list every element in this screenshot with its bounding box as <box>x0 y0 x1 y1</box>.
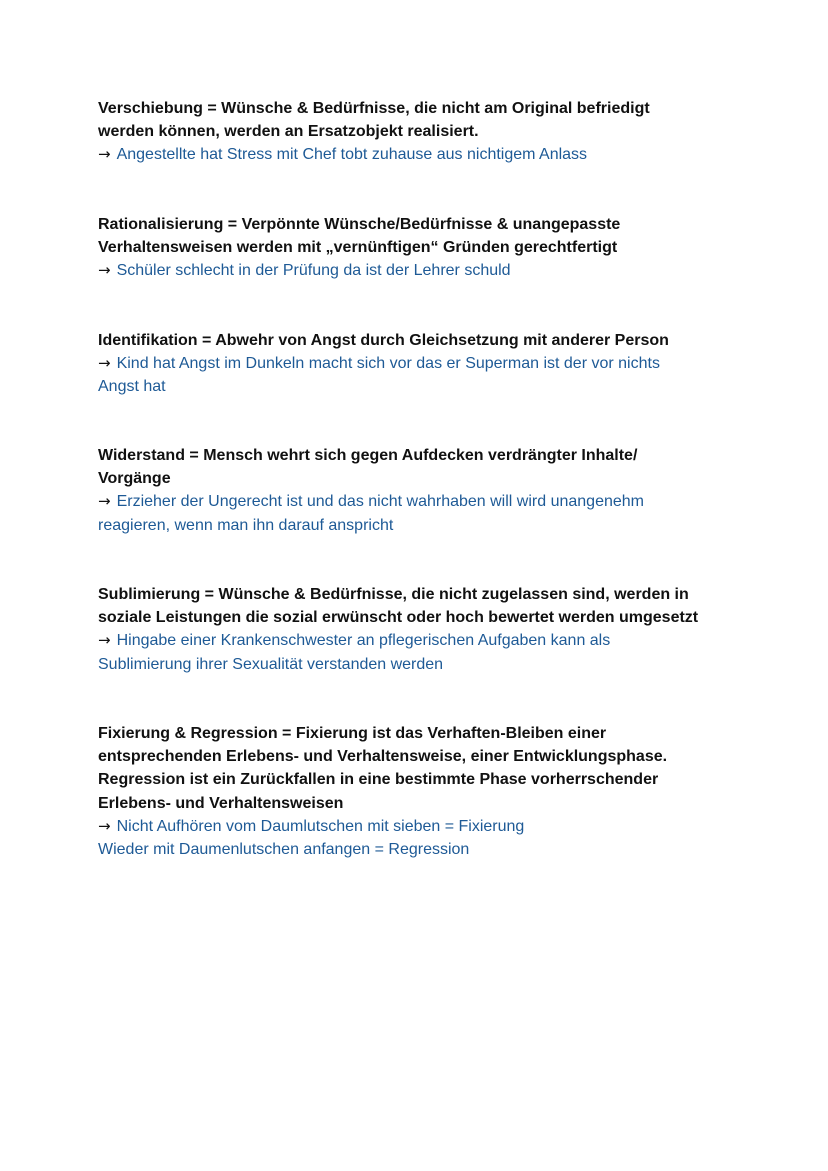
example-line: reagieren, wenn man ihn darauf anspricht <box>98 516 394 534</box>
example-text: Kind hat Angst im Dunkeln macht sich vor das er Superman ist der vor nichts <box>116 355 660 373</box>
definition-line: soziale Leistungen die sozial erwünscht oder hoch bewertet werden umgesetzt <box>98 609 699 627</box>
definition-line: Vorgänge <box>98 470 171 488</box>
definition-line: Sublimierung = Wünsche & Bedürfnisse, die nicht zugelassen sind, werden in <box>98 586 689 603</box>
example-line: Sublimierung ihrer Sexualität verstanden werden <box>98 655 444 673</box>
arrow-icon: → <box>98 631 111 650</box>
definition-line: Regression ist ein Zurückfallen in eine bestimmte Phase vorherrschender <box>98 771 659 789</box>
example-line <box>98 490 738 513</box>
entry-fixierung-regression <box>98 722 738 861</box>
entry-rationalisierung <box>98 213 738 283</box>
definition-line: Widerstand = Mensch wehrt sich gegen Aufdecken verdrängter Inhalte/ <box>98 447 638 464</box>
example-line: Wieder mit Daumenlutschen anfangen = Regression <box>98 841 470 859</box>
example-text: Hingabe einer Krankenschwester an pflegerischen Aufgaben kann als <box>116 632 611 650</box>
definition-line: Verschiebung = Wünsche & Bedürfnisse, die nicht am Original befriedigt <box>98 100 650 117</box>
definition-line: Erlebens- und Verhaltensweisen <box>98 794 344 812</box>
example-line <box>98 259 738 282</box>
arrow-icon: → <box>98 261 111 280</box>
arrow-icon: → <box>98 145 111 164</box>
example-line <box>98 815 738 838</box>
example-text: Erzieher der Ungerecht ist und das nicht wahrhaben will wird unangenehm <box>116 493 644 511</box>
arrow-icon: → <box>98 354 111 373</box>
definition-line: Verhaltensweisen werden mit „vernünftigen“ Gründen gerechtfertigt <box>98 239 618 257</box>
definition-line: Identifikation = Abwehr von Angst durch Gleichsetzung mit anderer Person <box>98 332 669 349</box>
definition-line: werden können, werden an Ersatzobjekt realisiert. <box>98 123 479 141</box>
definition-line: Rationalisierung = Verpönnte Wünsche/Bedürfnisse & unangepasste <box>98 216 621 233</box>
example-text: Schüler schlecht in der Prüfung da ist der Lehrer schuld <box>116 262 511 280</box>
example-text: Nicht Aufhören vom Daumlutschen mit sieben = Fixierung <box>116 817 525 835</box>
entry-verschiebung <box>98 97 738 167</box>
entry-identifikation <box>98 329 738 399</box>
entry-sublimierung <box>98 583 738 676</box>
definition-line: Fixierung & Regression = Fixierung ist das Verhaften-Bleiben einer <box>98 725 607 742</box>
example-line: Angst hat <box>98 378 166 396</box>
arrow-icon: → <box>98 492 111 511</box>
example-line <box>98 143 738 166</box>
example-line <box>98 352 738 375</box>
entry-widerstand <box>98 444 738 537</box>
arrow-icon: → <box>98 816 111 835</box>
definition-line: entsprechenden Erlebens- und Verhaltensweise, einer Entwicklungsphase. <box>98 748 668 766</box>
example-text: Angestellte hat Stress mit Chef tobt zuhause aus nichtigem Anlass <box>116 146 588 164</box>
example-line <box>98 629 738 652</box>
